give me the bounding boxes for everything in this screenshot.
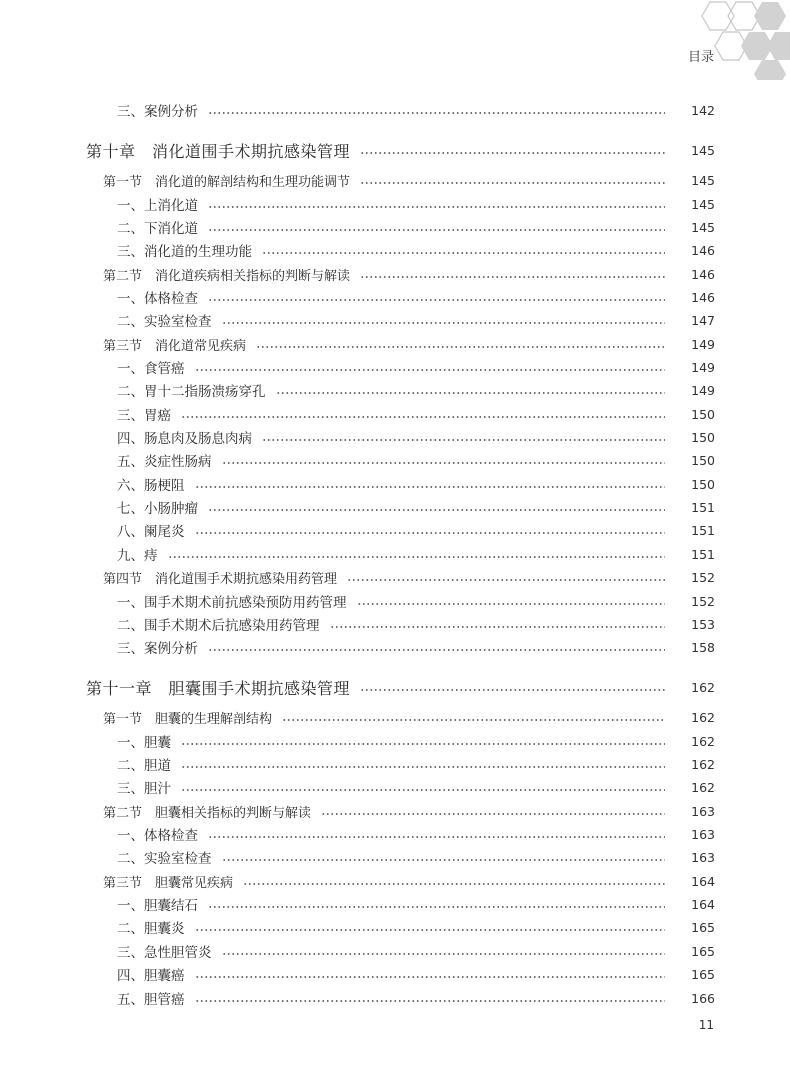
toc-entry-page: 162: [691, 779, 715, 795]
dot-leader: [330, 626, 666, 628]
toc-entry-title: 三、消化道的生理功能: [117, 244, 252, 260]
toc-entry-page: 152: [691, 593, 715, 609]
dot-leader: [195, 532, 666, 534]
toc-entry-section: [0, 567, 790, 587]
toc-entry-title: 四、肠息肉及肠息肉病: [117, 431, 252, 447]
toc-entry-item: [0, 754, 790, 774]
toc-entry-page: 163: [691, 826, 715, 842]
toc-entry-page: 146: [691, 289, 715, 305]
dot-leader: [222, 953, 666, 955]
dot-leader: [195, 929, 666, 931]
toc-entry-item: [0, 614, 790, 634]
dot-leader: [208, 836, 665, 838]
dot-leader: [347, 579, 665, 581]
toc-entry-title: 二、围手术期术后抗感染用药管理: [117, 618, 320, 634]
toc-entry-item: [0, 474, 790, 494]
toc-entry-title: 一、体格检查: [117, 828, 198, 844]
toc-entry-page: 149: [691, 359, 715, 375]
toc-entry-title: 六、肠梗阻: [117, 478, 185, 494]
toc-entry-title: 一、食管癌: [117, 361, 185, 377]
toc-entry-page: 145: [691, 142, 715, 158]
toc-entry-title: 第二节 胆囊相关指标的判断与解读: [103, 805, 312, 821]
dot-leader: [262, 252, 665, 254]
toc-entry-title: 三、胆汁: [117, 781, 171, 797]
toc-entry-title: 二、实验室检查: [117, 314, 212, 330]
dot-leader: [195, 369, 666, 371]
toc-entry-page: 166: [691, 990, 715, 1006]
toc-entry-item: [0, 637, 790, 657]
toc-entry-item: [0, 404, 790, 424]
toc-entry-item: [0, 194, 790, 214]
toc-entry-item: [0, 824, 790, 844]
toc-entry-page: 145: [691, 196, 715, 212]
toc-entry-title: 二、下消化道: [117, 221, 198, 237]
toc-entry-item: [0, 544, 790, 564]
toc-entry-page: 151: [691, 499, 715, 515]
dot-leader: [208, 299, 665, 301]
toc-entry-item: [0, 777, 790, 797]
toc-entry-title: 五、胆管癌: [117, 992, 185, 1008]
dot-leader: [360, 152, 665, 154]
dot-leader: [360, 182, 665, 184]
toc-entry-page: 164: [691, 896, 715, 912]
dot-leader: [181, 743, 665, 745]
toc-entry-title: 二、胃十二指肠溃疡穿孔: [117, 384, 266, 400]
toc-entry-page: 162: [691, 679, 715, 695]
toc-entry-page: 164: [691, 873, 715, 889]
toc-entry-title: 二、胆道: [117, 758, 171, 774]
toc-entry-item: [0, 497, 790, 517]
toc-entry-page: 152: [691, 569, 715, 585]
toc-entry-page: 151: [691, 522, 715, 538]
dot-leader: [360, 689, 665, 691]
dot-leader: [195, 976, 666, 978]
toc-entry-title: 三、案例分析: [117, 104, 198, 120]
dot-leader: [222, 859, 666, 861]
toc-entry-title: 一、胆囊结石: [117, 898, 198, 914]
toc-entry-title: 第二节 消化道疾病相关指标的判断与解读: [103, 268, 351, 284]
toc-entry-title: 四、胆囊癌: [117, 968, 185, 984]
dot-leader: [256, 346, 665, 348]
toc-entry-title: 第三节 胆囊常见疾病: [103, 875, 234, 891]
dot-leader: [262, 439, 665, 441]
toc-entry-item: [0, 100, 790, 120]
toc-entry-item: [0, 287, 790, 307]
toc-entry-item: [0, 427, 790, 447]
dot-leader: [208, 649, 665, 651]
dot-leader: [243, 883, 665, 885]
toc-entry-title: 三、胃癌: [117, 408, 171, 424]
toc-entry-section: [0, 801, 790, 821]
toc-entry-page: 146: [691, 242, 715, 258]
toc-entry-page: 145: [691, 172, 715, 188]
dot-leader: [321, 813, 665, 815]
dot-leader: [181, 766, 665, 768]
toc-entry-title: 第十章 消化道围手术期抗感染管理: [86, 141, 351, 161]
toc-entry-page: 165: [691, 943, 715, 959]
toc-entry-title: 七、小肠肿瘤: [117, 501, 198, 517]
dot-leader: [168, 556, 666, 558]
toc-entry-page: 165: [691, 966, 715, 982]
dot-leader: [208, 906, 665, 908]
toc-entry-page: 149: [691, 336, 715, 352]
toc-entry-section: [0, 871, 790, 891]
toc-entry-item: [0, 941, 790, 961]
toc-entry-page: 147: [691, 312, 715, 328]
toc-entry-item: [0, 917, 790, 937]
toc-entry-title: 第四节 消化道围手术期抗感染用药管理: [103, 571, 338, 587]
page-number: 11: [698, 1018, 714, 1032]
toc-entry-item: [0, 217, 790, 237]
toc-entry-page: 149: [691, 382, 715, 398]
dot-leader: [222, 462, 666, 464]
toc-entry-item: [0, 731, 790, 751]
toc-entry-page: 150: [691, 406, 715, 422]
toc-entry-title: 三、急性胆管炎: [117, 945, 212, 961]
toc-entry-title: 一、胆囊: [117, 735, 171, 751]
dot-leader: [208, 206, 665, 208]
toc-entry-item: [0, 988, 790, 1008]
toc-entry-item: [0, 310, 790, 330]
dot-leader: [208, 112, 665, 114]
toc-entry-page: 163: [691, 803, 715, 819]
toc-entry-page: 163: [691, 849, 715, 865]
toc-entry-title: 九、痔: [117, 548, 158, 564]
toc-entry-item: [0, 520, 790, 540]
toc-entry-section: [0, 334, 790, 354]
dot-leader: [181, 416, 665, 418]
toc-entry-title: 八、阑尾炎: [117, 524, 185, 540]
toc-entry-section: [0, 170, 790, 190]
toc-entry-title: 第一节 胆囊的生理解剖结构: [103, 711, 273, 727]
dot-leader: [276, 392, 666, 394]
dot-leader: [222, 322, 666, 324]
toc-entry-page: 153: [691, 616, 715, 632]
toc-entry-title: 第一节 消化道的解剖结构和生理功能调节: [103, 174, 351, 190]
dot-leader: [208, 509, 665, 511]
toc-entry-item: [0, 591, 790, 611]
toc-entry-page: 162: [691, 756, 715, 772]
toc-entry-chapter: [0, 677, 790, 697]
toc-entry-chapter: [0, 140, 790, 160]
toc-entry-page: 150: [691, 429, 715, 445]
toc-entry-item: [0, 357, 790, 377]
toc-entry-title: 一、围手术期术前抗感染预防用药管理: [117, 595, 347, 611]
toc-entry-title: 第三节 消化道常见疾病: [103, 338, 247, 354]
toc-entry-section: [0, 707, 790, 727]
dot-leader: [195, 1000, 666, 1002]
toc-entry-title: 五、炎症性肠病: [117, 454, 212, 470]
toc-entry-title: 一、上消化道: [117, 198, 198, 214]
dot-leader: [357, 603, 666, 605]
toc-entry-page: 150: [691, 476, 715, 492]
toc-entry-title: 二、实验室检查: [117, 851, 212, 867]
toc-entry-item: [0, 450, 790, 470]
toc-entry-page: 162: [691, 709, 715, 725]
toc-entry-section: [0, 264, 790, 284]
toc-entry-title: 第十一章 胆囊围手术期抗感染管理: [86, 678, 351, 698]
toc-entry-item: [0, 847, 790, 867]
toc-entry-page: 162: [691, 733, 715, 749]
toc-entry-page: 146: [691, 266, 715, 282]
dot-leader: [360, 276, 665, 278]
toc-entry-title: 三、案例分析: [117, 641, 198, 657]
toc-entry-page: 158: [691, 639, 715, 655]
dot-leader: [195, 486, 666, 488]
running-header-title: 目录: [687, 50, 714, 65]
dot-leader: [181, 789, 665, 791]
toc-entry-page: 150: [691, 452, 715, 468]
toc-entry-item: [0, 380, 790, 400]
toc-entry-item: [0, 894, 790, 914]
toc-entry-page: 145: [691, 219, 715, 235]
toc-entry-page: 151: [691, 546, 715, 562]
toc-entry-item: [0, 240, 790, 260]
toc-entry-page: 165: [691, 919, 715, 935]
dot-leader: [208, 229, 665, 231]
toc-entry-item: [0, 964, 790, 984]
dot-leader: [282, 719, 665, 721]
toc-entry-page: 142: [691, 102, 715, 118]
toc-entry-title: 二、胆囊炎: [117, 921, 185, 937]
toc-entry-title: 一、体格检查: [117, 291, 198, 307]
